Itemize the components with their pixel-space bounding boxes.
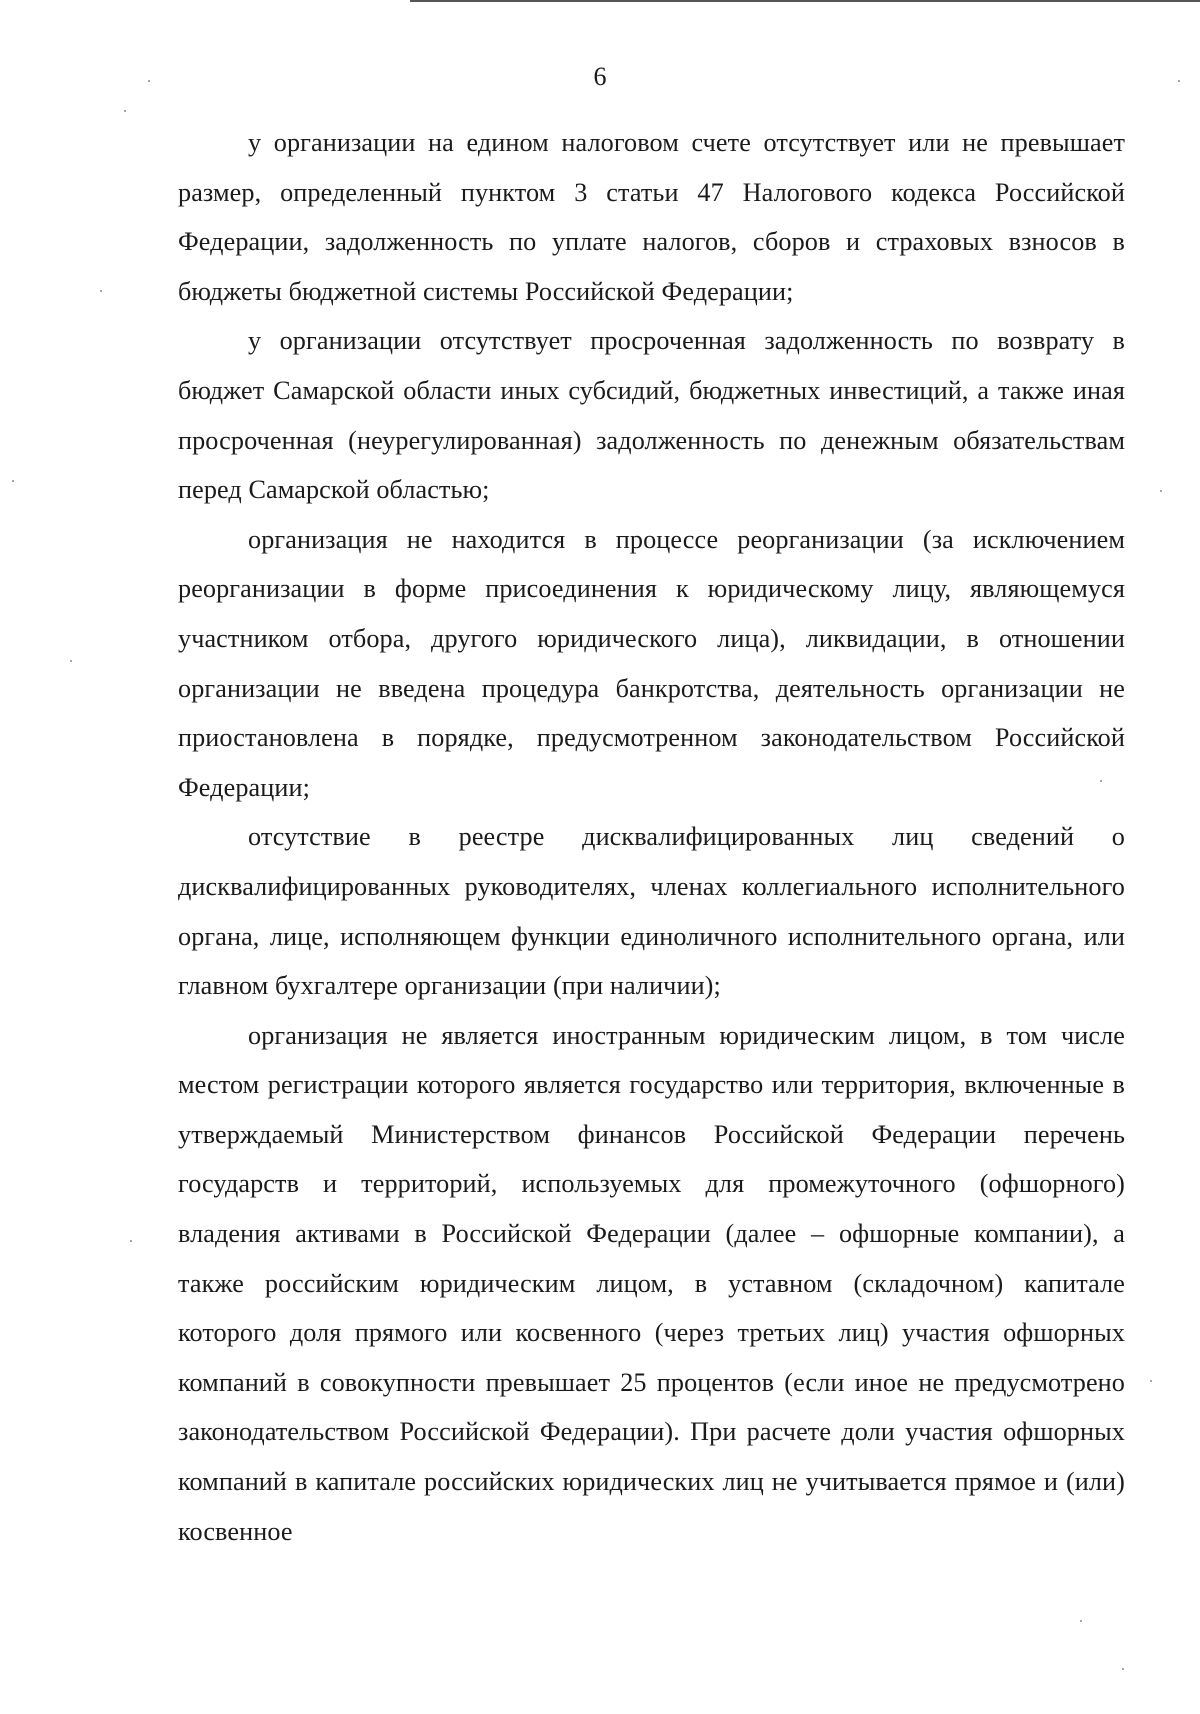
scan-speck <box>70 660 72 662</box>
scan-speck <box>1080 1620 1082 1622</box>
document-body <box>178 118 1125 1556</box>
scan-speck <box>1160 490 1162 492</box>
paragraph-overdue-debt: у организации отсутствует просроченная задолженность по возврату в бюджет Самарской области иных субсидий, бюджетных инвестиций, а также иная просроченная (неурегулированная) задолженность по денежным обязательствам перед Самарской областью; <box>178 326 1125 505</box>
paragraph-reorganization: организация не находится в процессе реорганизации (за исключением реорганизации в форме присоединения к юридическому лицу, являющемуся участником отбора, другого юридического лица), ликвидации, в отношении организации не введена процедура банкротства, деятельность организации не приостановлена в порядке, предусмотренном законодательством Российской Федерации; <box>178 524 1125 802</box>
page-number: 6 <box>593 62 607 91</box>
scan-edge-line <box>410 0 1200 2</box>
scan-speck <box>12 480 14 482</box>
scan-speck <box>130 1240 132 1242</box>
scan-speck <box>124 110 126 112</box>
paragraph-disqualified-persons: отсутствие в реестре дисквалифицированных лиц сведений о дисквалифицированных руководителях, членах коллегиального исполнительного органа, лице, исполняющем функции единоличного исполнительного органа, или главном бухгалтере организации (при наличии); <box>178 822 1125 1001</box>
scan-speck <box>100 290 102 292</box>
scan-speck <box>1122 1668 1124 1670</box>
scan-speck <box>1100 780 1102 782</box>
scan-speck <box>1178 80 1180 82</box>
scan-speck <box>148 80 150 82</box>
scan-speck <box>1150 1380 1152 1382</box>
paragraph-offshore-companies: организация не является иностранным юридическим лицом, в том числе местом регистрации которого является государство или территория, включенные в утверждаемый Министерством финансов Российской Федерации перечень государств и территорий, используемых для промежуточного (офшорного) владения активами в Российской Федерации (далее – офшорные компании), а также российским юридическим лицом, в уставном (складочном) капитале которого доля прямого или косвенного (через третьих лиц) участия офшорных компаний в совокупности превышает 25 процентов (если иное не предусмотрено законодательством Российской Федерации). При расчете доли участия офшорных компаний в капитале российских юридических лиц не учитывается прямое и (или) косвенное <box>178 1020 1125 1546</box>
paragraph-tax-debt: у организации на едином налоговом счете отсутствует или не превышает размер, определенный пунктом 3 статьи 47 Налогового кодекса Российской Федерации, задолженность по уплате налогов, сборов и страховых взносов в бюджеты бюджетной системы Российской Федерации; <box>178 128 1125 306</box>
